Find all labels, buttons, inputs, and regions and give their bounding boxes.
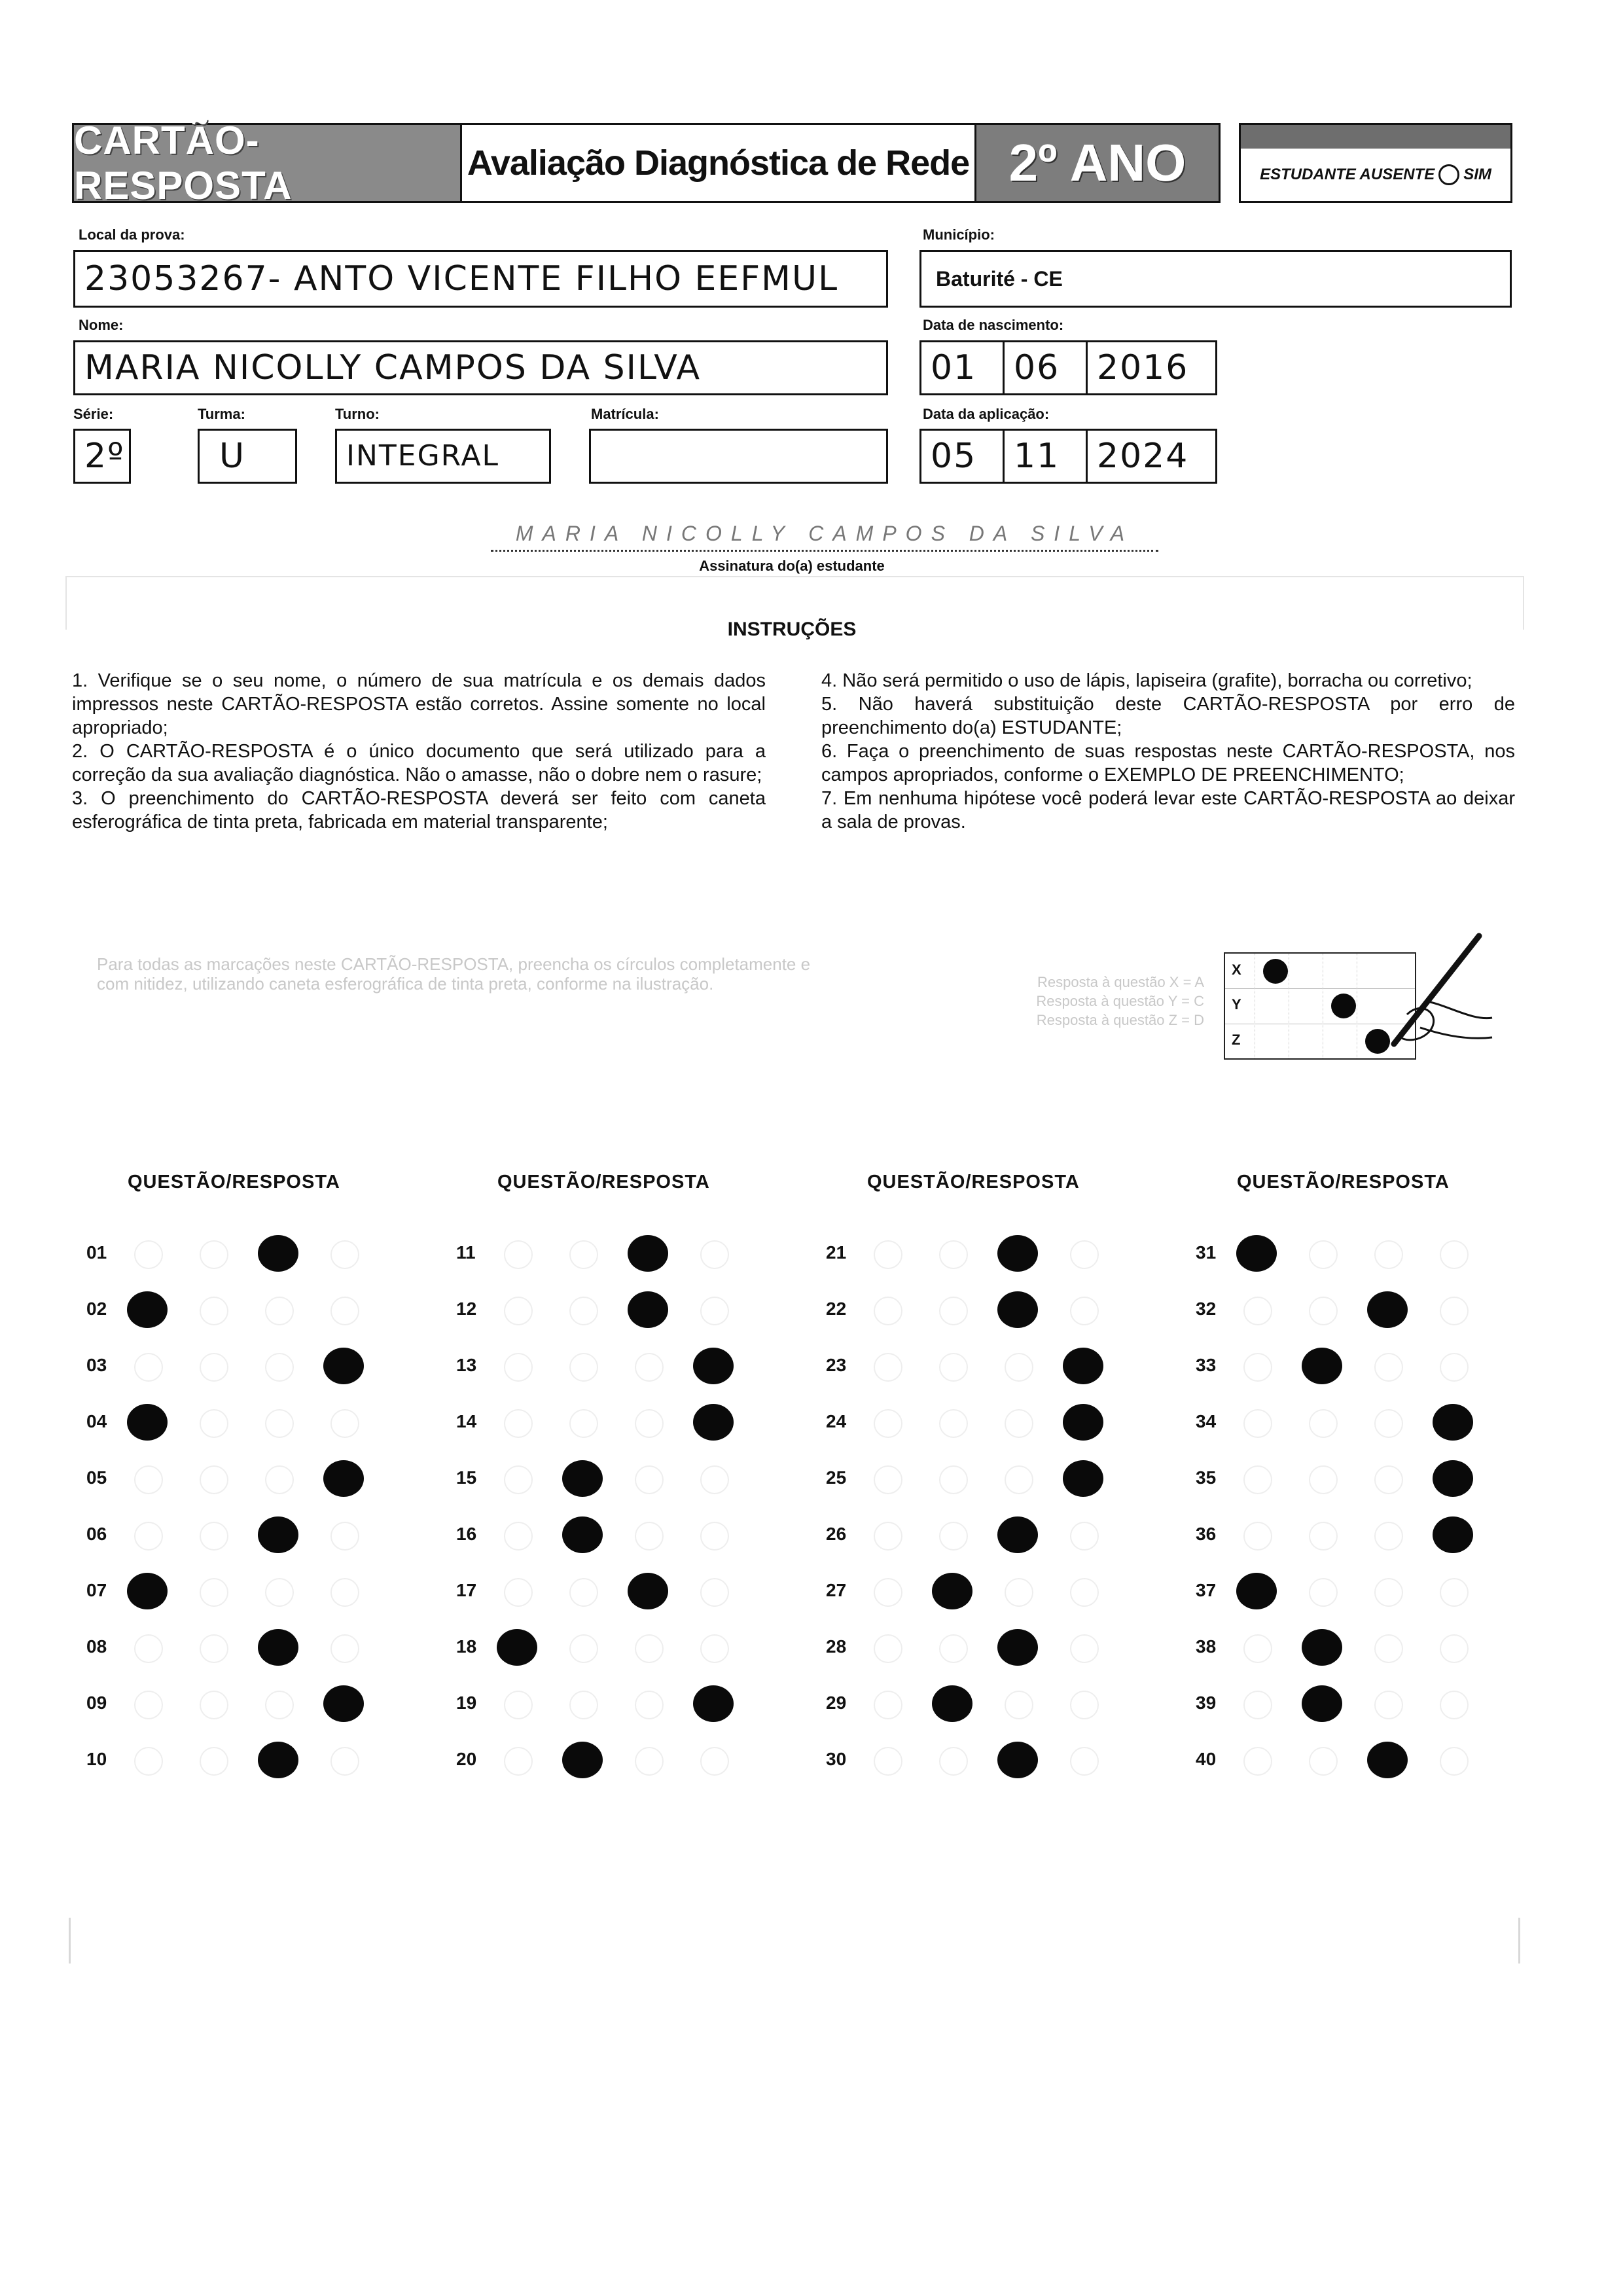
question-number: 16 — [456, 1524, 477, 1544]
answer-bubble[interactable] — [874, 1353, 902, 1382]
answer-bubble[interactable] — [874, 1297, 902, 1325]
answer-bubble[interactable] — [330, 1297, 359, 1325]
answer-bubble[interactable] — [700, 1634, 729, 1663]
question-number: 30 — [826, 1749, 847, 1769]
answer-bubble[interactable] — [939, 1465, 968, 1494]
question-number: 20 — [456, 1749, 477, 1769]
answer-bubble-filled[interactable] — [693, 1404, 734, 1441]
local-field[interactable]: 23053267- ANTO VICENTE FILHO EEFMUL — [73, 250, 888, 308]
question-column-header: QUESTÃO/RESPOSTA — [497, 1172, 710, 1193]
answer-bubble[interactable] — [1070, 1747, 1099, 1776]
answer-bubble[interactable] — [1440, 1297, 1469, 1325]
answer-bubble-filled[interactable] — [997, 1629, 1038, 1666]
answer-bubble[interactable] — [1070, 1522, 1099, 1551]
question-number: 02 — [86, 1299, 107, 1319]
answer-bubble-filled[interactable] — [127, 1291, 168, 1328]
example-legend-y: Resposta à questão Y = C — [1036, 993, 1204, 1009]
answer-bubble[interactable] — [874, 1465, 902, 1494]
question-number: 08 — [86, 1636, 107, 1657]
exam-title: Avaliação Diagnóstica de Rede — [460, 125, 976, 201]
turno-field[interactable]: INTEGRAL — [335, 429, 551, 484]
example-legend-x: Resposta à questão X = A — [1037, 974, 1204, 990]
answer-bubble-filled[interactable] — [997, 1742, 1038, 1778]
answer-bubble[interactable] — [635, 1465, 664, 1494]
answer-bubble[interactable] — [1309, 1578, 1338, 1607]
answer-bubble[interactable] — [874, 1409, 902, 1438]
answer-bubble[interactable] — [265, 1691, 294, 1719]
answer-bubble[interactable] — [265, 1578, 294, 1607]
absent-header-bar — [1241, 125, 1510, 149]
answer-bubble-filled[interactable] — [127, 1573, 168, 1609]
instruction-3: 3. O preenchimento do CARTÃO-RESPOSTA deverá ser feito com caneta esferográfica de tinta preta, fabricada em material transparente; — [72, 788, 766, 833]
answer-bubble[interactable] — [700, 1240, 729, 1269]
answer-bubble[interactable] — [1309, 1522, 1338, 1551]
answer-bubble[interactable] — [134, 1747, 163, 1776]
answer-bubble[interactable] — [504, 1409, 533, 1438]
question-number: 37 — [1196, 1580, 1217, 1600]
answer-bubble[interactable] — [1243, 1297, 1272, 1325]
card-header — [72, 118, 1221, 207]
answer-bubble-filled[interactable] — [258, 1235, 298, 1272]
answer-bubble[interactable] — [265, 1353, 294, 1382]
instruction-2: 2. O CARTÃO-RESPOSTA é o único documento que será utilizado para a correção da sua avaliação diagnóstica. Não o amasse, não o dobre nem o rasure; — [72, 741, 766, 785]
answer-bubble[interactable] — [874, 1522, 902, 1551]
nascimento-day: 01 — [921, 342, 1005, 393]
question-column-header: QUESTÃO/RESPOSTA — [867, 1172, 1080, 1193]
question-number: 34 — [1196, 1411, 1217, 1431]
nome-field[interactable]: MARIA NICOLLY CAMPOS DA SILVA — [73, 340, 888, 395]
answer-bubble-filled[interactable] — [932, 1573, 972, 1609]
answer-bubble[interactable] — [1309, 1465, 1338, 1494]
answer-bubble-filled[interactable] — [562, 1460, 603, 1497]
question-number: 32 — [1196, 1299, 1217, 1319]
question-number: 38 — [1196, 1636, 1217, 1657]
answer-bubble[interactable] — [635, 1691, 664, 1719]
answer-bubble[interactable] — [569, 1634, 598, 1663]
answer-bubble[interactable] — [1070, 1578, 1099, 1607]
answer-bubble[interactable] — [1243, 1353, 1272, 1382]
answer-bubble[interactable] — [1440, 1240, 1469, 1269]
answer-bubble[interactable] — [200, 1240, 228, 1269]
example-legend-z: Resposta à questão Z = D — [1036, 1012, 1204, 1028]
answer-bubble-filled[interactable] — [1433, 1404, 1473, 1441]
answer-bubble[interactable] — [1243, 1634, 1272, 1663]
answer-bubble[interactable] — [504, 1353, 533, 1382]
question-number: 18 — [456, 1636, 477, 1657]
answer-bubble-filled[interactable] — [127, 1404, 168, 1441]
answer-bubble[interactable] — [1309, 1297, 1338, 1325]
question-number: 03 — [86, 1355, 107, 1375]
aplicacao-day: 05 — [921, 431, 1005, 482]
answer-bubble[interactable] — [939, 1409, 968, 1438]
answer-bubble[interactable] — [1374, 1240, 1403, 1269]
answer-bubble-filled[interactable] — [1302, 1629, 1342, 1666]
pen-hand-icon — [1381, 929, 1499, 1073]
municipio-field: Baturité - CE — [919, 250, 1512, 308]
serie-label: Série: — [73, 406, 114, 422]
turma-field[interactable]: U — [198, 429, 297, 484]
answer-bubble[interactable] — [134, 1634, 163, 1663]
answer-bubble[interactable] — [1440, 1353, 1469, 1382]
question-number: 19 — [456, 1693, 477, 1713]
answer-bubble[interactable] — [1374, 1634, 1403, 1663]
instruction-7: 7. Em nenhuma hipótese você poderá levar este CARTÃO-RESPOSTA ao deixar a sala de provas. — [821, 788, 1515, 833]
answer-bubble[interactable] — [1243, 1522, 1272, 1551]
question-number: 06 — [86, 1524, 107, 1544]
question-number: 40 — [1196, 1749, 1217, 1769]
answer-bubble-filled[interactable] — [628, 1291, 668, 1328]
answer-bubble[interactable] — [700, 1297, 729, 1325]
answer-bubble[interactable] — [1005, 1465, 1033, 1494]
instructions-right — [821, 669, 1515, 834]
answer-bubble[interactable] — [569, 1353, 598, 1382]
question-number: 26 — [826, 1524, 847, 1544]
answer-bubble[interactable] — [700, 1578, 729, 1607]
answer-bubble[interactable] — [1005, 1353, 1033, 1382]
answer-bubble[interactable] — [330, 1240, 359, 1269]
answer-bubble[interactable] — [569, 1240, 598, 1269]
signature-label: Assinatura do(a) estudante — [699, 558, 885, 574]
answer-bubble-filled[interactable] — [323, 1460, 364, 1497]
question-number: 13 — [456, 1355, 477, 1375]
answer-bubble[interactable] — [700, 1747, 729, 1776]
question-column-header: QUESTÃO/RESPOSTA — [1237, 1172, 1450, 1193]
question-number: 36 — [1196, 1524, 1217, 1544]
answer-bubble[interactable] — [265, 1409, 294, 1438]
answer-bubble-filled[interactable] — [1433, 1460, 1473, 1497]
answer-bubble[interactable] — [504, 1691, 533, 1719]
absent-student-box — [1239, 123, 1512, 203]
answer-bubble[interactable] — [330, 1578, 359, 1607]
answer-bubble[interactable] — [1440, 1578, 1469, 1607]
question-number: 22 — [826, 1299, 847, 1319]
answer-bubble[interactable] — [134, 1522, 163, 1551]
question-number: 04 — [86, 1411, 107, 1431]
answer-bubble[interactable] — [200, 1465, 228, 1494]
answer-bubble[interactable] — [504, 1747, 533, 1776]
answer-bubble[interactable] — [635, 1634, 664, 1663]
question-number: 07 — [86, 1580, 107, 1600]
answer-bubble[interactable] — [874, 1634, 902, 1663]
answer-bubble[interactable] — [1374, 1522, 1403, 1551]
question-number: 24 — [826, 1411, 847, 1431]
answer-bubble[interactable] — [504, 1297, 533, 1325]
answer-bubble[interactable] — [1243, 1465, 1272, 1494]
answer-bubble[interactable] — [874, 1578, 902, 1607]
answer-bubble[interactable] — [1374, 1353, 1403, 1382]
answer-bubble-filled[interactable] — [997, 1516, 1038, 1553]
question-number: 10 — [86, 1749, 107, 1769]
question-number: 27 — [826, 1580, 847, 1600]
grade-badge: 2º ANO — [976, 125, 1219, 201]
question-number: 33 — [1196, 1355, 1217, 1375]
answer-bubble-filled[interactable] — [258, 1742, 298, 1778]
answer-bubble[interactable] — [200, 1634, 228, 1663]
matricula-field[interactable] — [589, 429, 888, 484]
answer-bubble[interactable] — [1440, 1634, 1469, 1663]
answer-bubble[interactable] — [504, 1465, 533, 1494]
answer-bubble[interactable] — [265, 1297, 294, 1325]
answer-bubble-filled[interactable] — [1302, 1348, 1342, 1384]
example-legend — [969, 973, 1204, 1030]
answer-bubble[interactable] — [569, 1409, 598, 1438]
corner-mark-bottom-left — [69, 1918, 77, 1964]
answer-bubble[interactable] — [1374, 1465, 1403, 1494]
question-number: 05 — [86, 1467, 107, 1488]
answer-bubble[interactable] — [1070, 1297, 1099, 1325]
answer-bubble[interactable] — [1374, 1409, 1403, 1438]
answer-bubble[interactable] — [1243, 1409, 1272, 1438]
answer-bubble[interactable] — [200, 1522, 228, 1551]
question-number: 11 — [456, 1242, 476, 1263]
answer-bubble-filled[interactable] — [693, 1348, 734, 1384]
answer-bubble[interactable] — [1309, 1240, 1338, 1269]
answer-bubble[interactable] — [265, 1465, 294, 1494]
nascimento-field[interactable] — [919, 340, 1217, 395]
answer-bubble[interactable] — [1005, 1578, 1033, 1607]
card-title: CARTÃO-RESPOSTA — [74, 125, 460, 201]
answer-bubble[interactable] — [1243, 1747, 1272, 1776]
answer-bubble[interactable] — [1005, 1691, 1033, 1719]
answer-bubble-filled[interactable] — [1367, 1291, 1408, 1328]
answer-bubble-filled[interactable] — [323, 1685, 364, 1722]
answer-bubble-filled[interactable] — [562, 1742, 603, 1778]
answer-bubble[interactable] — [1070, 1240, 1099, 1269]
turma-label: Turma: — [198, 406, 245, 422]
answer-bubble[interactable] — [939, 1297, 968, 1325]
answer-bubble-filled[interactable] — [1236, 1235, 1277, 1272]
answer-bubble[interactable] — [504, 1240, 533, 1269]
serie-field[interactable]: 2º — [73, 429, 131, 484]
answer-bubble[interactable] — [874, 1240, 902, 1269]
answer-bubble[interactable] — [330, 1634, 359, 1663]
signature-line[interactable]: MARIA NICOLLY CAMPOS DA SILVA — [491, 517, 1158, 552]
answer-bubble-filled[interactable] — [1063, 1348, 1103, 1384]
nome-label: Nome: — [79, 317, 124, 333]
question-number: 31 — [1196, 1242, 1217, 1263]
answer-bubble[interactable] — [134, 1240, 163, 1269]
answer-bubble[interactable] — [569, 1578, 598, 1607]
question-number: 35 — [1196, 1467, 1217, 1488]
nascimento-month: 06 — [1005, 342, 1088, 393]
answer-bubble-filled[interactable] — [997, 1291, 1038, 1328]
aplicacao-year: 2024 — [1097, 437, 1189, 476]
answer-bubble[interactable] — [1070, 1634, 1099, 1663]
question-column-header: QUESTÃO/RESPOSTA — [128, 1172, 340, 1193]
example-mark — [1331, 994, 1356, 1018]
answer-bubble-filled[interactable] — [693, 1685, 734, 1722]
instructions-left — [72, 669, 766, 834]
answer-bubble[interactable] — [939, 1240, 968, 1269]
answer-bubble[interactable] — [330, 1409, 359, 1438]
nascimento-label: Data de nascimento: — [923, 317, 1064, 333]
answer-bubble[interactable] — [1243, 1691, 1272, 1719]
question-number: 29 — [826, 1693, 847, 1713]
answer-bubble[interactable] — [200, 1297, 228, 1325]
answer-bubble[interactable] — [874, 1747, 902, 1776]
answer-bubble-filled[interactable] — [258, 1516, 298, 1553]
matricula-label: Matrícula: — [591, 406, 659, 422]
instructions-title: INSTRUÇÕES — [727, 619, 857, 640]
instruction-5: 5. Não haverá substituição deste CARTÃO-RESPOSTA por erro de preenchimento do(a) ESTUDANTE; — [821, 694, 1515, 738]
answer-bubble-filled[interactable] — [1433, 1516, 1473, 1553]
answer-bubble-filled[interactable] — [1302, 1685, 1342, 1722]
answer-bubble[interactable] — [134, 1465, 163, 1494]
example-mark — [1263, 959, 1288, 984]
answer-bubble[interactable] — [134, 1353, 163, 1382]
local-label: Local da prova: — [79, 226, 185, 243]
answer-bubble[interactable] — [1374, 1578, 1403, 1607]
answer-bubble[interactable] — [1374, 1691, 1403, 1719]
example-row-label: Y — [1232, 996, 1241, 1013]
answer-bubble[interactable] — [700, 1522, 729, 1551]
aplicacao-field[interactable] — [919, 429, 1217, 484]
aplicacao-month: 11 — [1005, 431, 1088, 482]
question-number: 21 — [826, 1242, 847, 1263]
answer-bubble[interactable] — [330, 1747, 359, 1776]
question-number: 17 — [456, 1580, 477, 1600]
example-text: Para todas as marcações neste CARTÃO-RESPOSTA, preencha os círculos completamente e com nitidez, utilizando caneta esferográfica de tinta preta, conforme na ilustração. — [97, 954, 811, 994]
answer-bubble[interactable] — [200, 1747, 228, 1776]
turno-label: Turno: — [335, 406, 380, 422]
answer-bubble[interactable] — [939, 1634, 968, 1663]
answer-bubble[interactable] — [200, 1353, 228, 1382]
instruction-6: 6. Faça o preenchimento de suas respostas neste CARTÃO-RESPOSTA, nos campos apropriados, conforme o EXEMPLO DE PREENCHIMENTO; — [821, 741, 1515, 785]
answer-bubble-filled[interactable] — [997, 1235, 1038, 1272]
example-row-label: X — [1232, 961, 1241, 978]
answer-bubble[interactable] — [1005, 1409, 1033, 1438]
answer-bubble-filled[interactable] — [258, 1629, 298, 1666]
answer-bubble[interactable] — [635, 1353, 664, 1382]
answer-bubble-filled[interactable] — [323, 1348, 364, 1384]
answer-bubble[interactable] — [700, 1465, 729, 1494]
answer-bubble[interactable] — [939, 1353, 968, 1382]
answer-bubble[interactable] — [200, 1409, 228, 1438]
question-number: 01 — [86, 1242, 107, 1263]
answer-bubble[interactable] — [1440, 1691, 1469, 1719]
question-number: 12 — [456, 1299, 477, 1319]
answer-bubble[interactable] — [939, 1747, 968, 1776]
answer-bubble-filled[interactable] — [497, 1629, 537, 1666]
answer-bubble[interactable] — [330, 1522, 359, 1551]
answer-bubble[interactable] — [504, 1578, 533, 1607]
nascimento-year: 2016 — [1097, 348, 1189, 387]
question-number: 39 — [1196, 1693, 1217, 1713]
answer-bubble[interactable] — [635, 1522, 664, 1551]
answer-bubble[interactable] — [1070, 1691, 1099, 1719]
answer-bubble[interactable] — [1440, 1747, 1469, 1776]
answer-bubble[interactable] — [635, 1747, 664, 1776]
corner-mark-bottom-right — [1512, 1918, 1520, 1964]
answer-bubble[interactable] — [134, 1691, 163, 1719]
question-number: 09 — [86, 1693, 107, 1713]
instruction-4: 4. Não será permitido o uso de lápis, lapiseira (grafite), borracha ou corretivo; — [821, 670, 1472, 691]
instruction-1: 1. Verifique se o seu nome, o número de sua matrícula e os demais dados impressos neste CARTÃO-RESPOSTA estão corretos. Assine somente no local apropriado; — [72, 670, 766, 738]
question-number: 28 — [826, 1636, 847, 1657]
question-number: 14 — [456, 1411, 477, 1431]
absent-option: SIM — [1463, 166, 1491, 183]
answer-bubble[interactable] — [200, 1578, 228, 1607]
answer-bubble-filled[interactable] — [628, 1235, 668, 1272]
answer-bubble[interactable] — [569, 1297, 598, 1325]
municipio-label: Município: — [923, 226, 995, 243]
question-number: 15 — [456, 1467, 477, 1488]
answer-bubble[interactable] — [635, 1409, 664, 1438]
answer-bubble[interactable] — [874, 1691, 902, 1719]
absent-checkbox[interactable] — [1438, 164, 1459, 185]
answer-bubble-filled[interactable] — [1236, 1573, 1277, 1609]
answer-bubble[interactable] — [1309, 1409, 1338, 1438]
example-row-label: Z — [1232, 1031, 1241, 1048]
answer-bubble[interactable] — [504, 1522, 533, 1551]
question-number: 23 — [826, 1355, 847, 1375]
answer-bubble[interactable] — [939, 1522, 968, 1551]
answer-bubble-filled[interactable] — [1367, 1742, 1408, 1778]
answer-bubble[interactable] — [569, 1691, 598, 1719]
question-number: 25 — [826, 1467, 847, 1488]
aplicacao-label: Data da aplicação: — [923, 406, 1050, 422]
answer-bubble[interactable] — [200, 1691, 228, 1719]
answer-bubble-filled[interactable] — [562, 1516, 603, 1553]
answer-bubble-filled[interactable] — [628, 1573, 668, 1609]
absent-label: ESTUDANTE AUSENTE — [1260, 166, 1435, 183]
answer-bubble[interactable] — [1309, 1747, 1338, 1776]
answer-bubble-filled[interactable] — [1063, 1460, 1103, 1497]
answer-bubble-filled[interactable] — [932, 1685, 972, 1722]
answer-bubble-filled[interactable] — [1063, 1404, 1103, 1441]
